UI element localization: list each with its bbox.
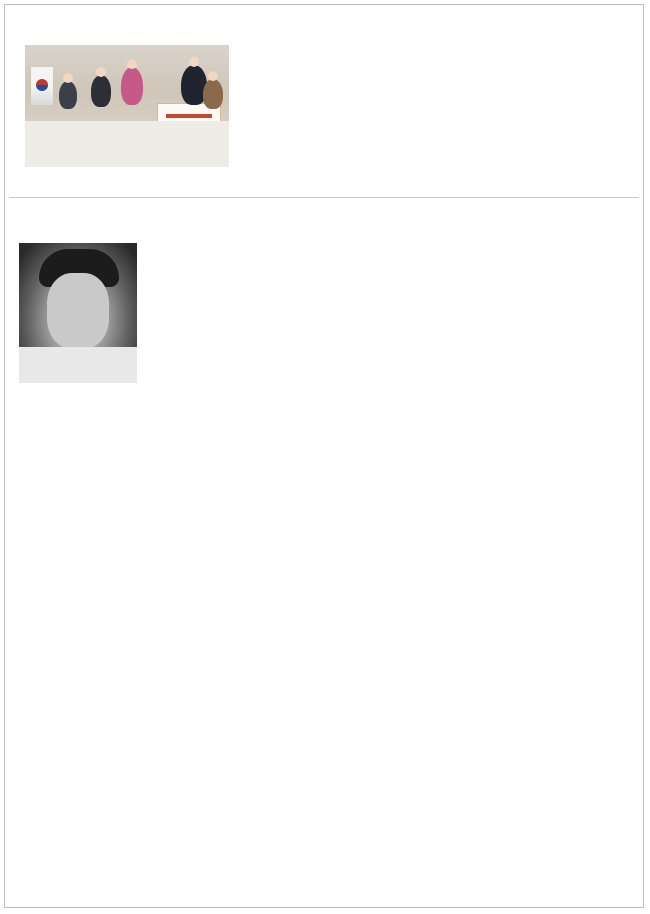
flag-icon (31, 67, 53, 105)
document-page (4, 4, 644, 908)
panel-table (25, 121, 229, 167)
seminar-photo (25, 45, 229, 167)
panelist (91, 75, 111, 107)
portrait-photo (19, 243, 137, 383)
panelist (121, 67, 143, 105)
panelist (203, 79, 223, 109)
panelist (59, 81, 77, 109)
divider (9, 197, 639, 198)
